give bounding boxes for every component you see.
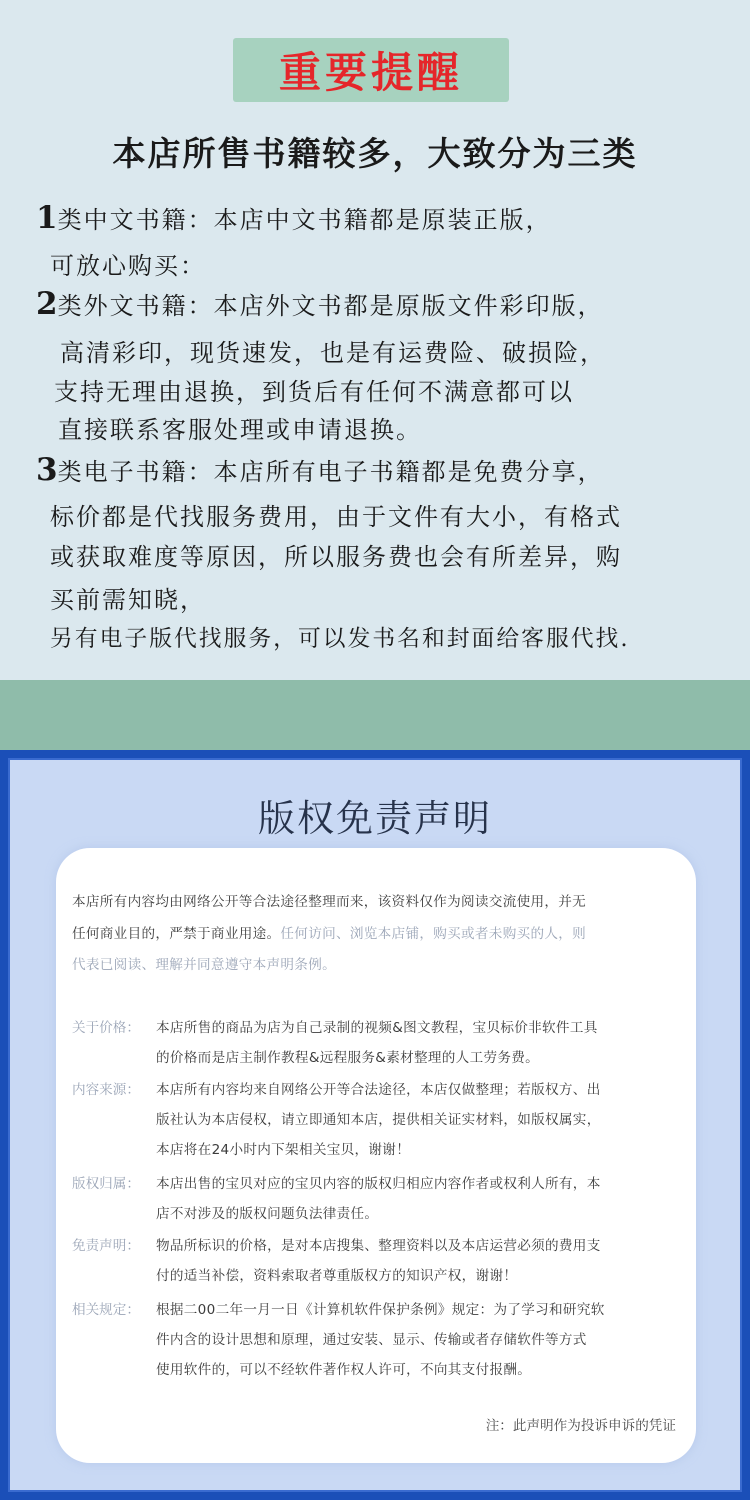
section-regulations-line-2: 件内含的设计思想和原理，通过安装、显示、传输或者存储软件等方式 bbox=[156, 1332, 587, 1348]
notice-item-2-line-1 bbox=[36, 286, 604, 322]
notice-item-1-line-2: 可放心购买： bbox=[50, 252, 206, 280]
section-label-price: 关于价格： bbox=[72, 1020, 140, 1036]
section-regulations-line-3: 使用软件的，可以不经软件著作权人许可，不向其支付报酬。 bbox=[156, 1362, 532, 1378]
intro-text: 任何商业目的，严禁于商业用途。 bbox=[72, 926, 281, 942]
notice-text: 类外文书籍：本店外文书都是原版文件彩印版， bbox=[57, 292, 604, 320]
section-disclaimer-line-1: 物品所标识的价格，是对本店搜集、整理资料以及本店运营必须的费用支 bbox=[156, 1238, 601, 1254]
notice-text: 类中文书籍：本店中文书籍都是原装正版， bbox=[57, 206, 552, 234]
intro-line-3: 代表已阅读、理解并同意遵守本声明条例。 bbox=[72, 957, 336, 973]
important-notice-section bbox=[0, 0, 750, 680]
notice-item-2-line-2: 高清彩印，现货速发，也是有运费险、破损险， bbox=[60, 339, 606, 367]
section-label-disclaimer: 免责声明： bbox=[72, 1238, 140, 1254]
notice-item-1-line-1 bbox=[36, 200, 552, 236]
notice-item-3-line-2: 标价都是代找服务费用，由于文件有大小，有格式 bbox=[50, 503, 622, 531]
section-price-line-2: 的价格而是店主制作教程&远程服务&素材整理的人工劳务费。 bbox=[156, 1050, 540, 1066]
item-number: 3 bbox=[36, 452, 58, 488]
notice-item-3-line-1 bbox=[36, 452, 604, 488]
section-label-ownership: 版权归属： bbox=[72, 1176, 140, 1192]
section-source-line-3: 本店将在24小时内下架相关宝贝，谢谢！ bbox=[156, 1142, 411, 1158]
disclaimer-footnote: 注：此声明作为投诉申诉的凭证 bbox=[485, 1418, 676, 1434]
notice-item-3-line-4: 买前需知晓， bbox=[50, 586, 206, 614]
copyright-disclaimer-section bbox=[0, 750, 750, 1500]
intro-line-1: 本店所有内容均由网络公开等合法途径整理而来，该资料仅作为阅读交流使用，并无 bbox=[72, 894, 587, 910]
notice-item-3-line-3: 或获取难度等原因，所以服务费也会有所差异，购 bbox=[50, 543, 622, 571]
notice-heading: 本店所售书籍较多，大致分为三类 bbox=[112, 134, 638, 173]
copyright-title: 版权免责声明 bbox=[258, 797, 492, 840]
notice-item-2-line-4: 直接联系客服处理或申请退换。 bbox=[58, 416, 422, 444]
item-number: 2 bbox=[36, 286, 58, 322]
notice-item-2-line-3: 支持无理由退换，到货后有任何不满意都可以 bbox=[54, 378, 574, 406]
intro-text-faded: 任何访问、浏览本店铺，购买或者未购买的人，则 bbox=[280, 926, 587, 942]
section-ownership-line-1: 本店出售的宝贝对应的宝贝内容的版权归相应内容作者或权利人所有，本 bbox=[156, 1176, 601, 1192]
notice-item-3-line-5: 另有电子版代找服务，可以发书名和封面给客服代找. bbox=[50, 626, 630, 652]
section-label-source: 内容来源： bbox=[72, 1082, 140, 1098]
section-disclaimer-line-2: 付的适当补偿，资料索取者尊重版权方的知识产权，谢谢！ bbox=[156, 1268, 518, 1284]
section-source-line-2: 版社认为本店侵权，请立即通知本店，提供相关证实材料，如版权属实， bbox=[156, 1112, 601, 1128]
item-number: 1 bbox=[36, 200, 58, 236]
disclaimer-card bbox=[56, 848, 696, 1463]
section-source-line-1: 本店所有内容均来自网络公开等合法途径，本店仅做整理；若版权方、出 bbox=[156, 1082, 601, 1098]
notice-text: 类电子书籍：本店所有电子书籍都是免费分享， bbox=[57, 458, 604, 486]
section-regulations-line-1: 根据二00二年一月一日《计算机软件保护条例》规定：为了学习和研究软 bbox=[156, 1302, 605, 1318]
notice-title: 重要提醒 bbox=[278, 48, 463, 97]
section-ownership-line-2: 店不对涉及的版权问题负法律责任。 bbox=[156, 1206, 379, 1222]
section-price-line-1: 本店所售的商品为店为自己录制的视频&图文教程，宝贝标价非软件工具 bbox=[156, 1020, 598, 1036]
notice-title-banner bbox=[233, 38, 509, 102]
notice-divider-band bbox=[0, 680, 750, 750]
section-label-regulations: 相关规定： bbox=[72, 1302, 140, 1318]
intro-line-2 bbox=[72, 922, 586, 942]
copyright-panel bbox=[8, 758, 742, 1492]
